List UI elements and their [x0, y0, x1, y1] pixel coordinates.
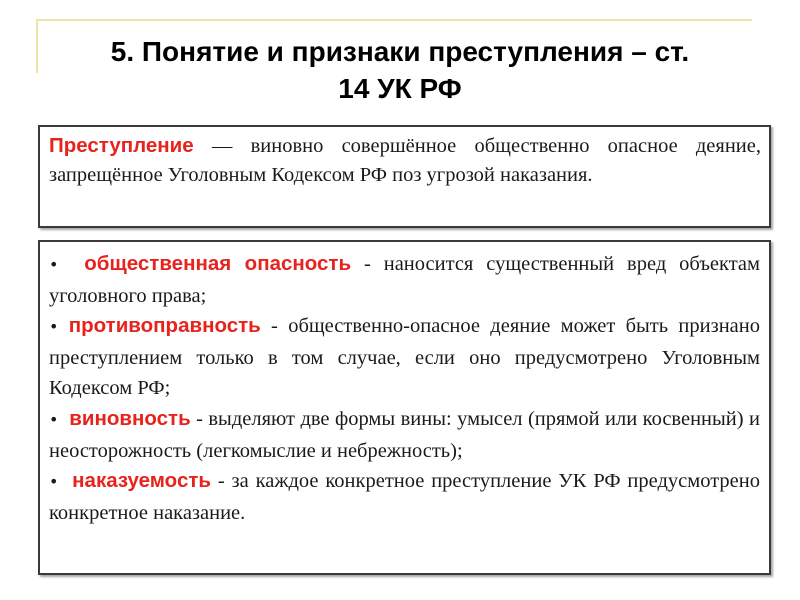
features-box — [38, 240, 771, 575]
slide-title-line1: 5. Понятие и признаки преступления – ст. — [110, 36, 690, 67]
feature-text: - общественно-опасное деяние может быть признано преступлением только в том случае, если оно предусмотрено Уголовным Кодексом РФ; — [49, 315, 760, 400]
bullet-icon: • — [49, 409, 59, 429]
feature-term: противоправность — [68, 314, 261, 338]
slide-title-line2: 14 УК РФ — [338, 73, 462, 104]
feature-item-guilt — [49, 404, 760, 466]
feature-term: общественная опасность — [84, 252, 352, 275]
feature-item-unlawfulness — [49, 311, 760, 404]
definition-term: Преступление — [49, 134, 194, 157]
feature-term: виновность — [69, 406, 191, 430]
bullet-icon: • — [49, 255, 59, 274]
feature-text: - за каждое конкретное преступление УК РФ предусмотрено конкретное наказание. — [49, 470, 760, 524]
bullet-icon: • — [49, 472, 59, 492]
bullet-icon: • — [49, 317, 59, 337]
feature-term: наказуемость — [72, 469, 211, 493]
accent-line-top — [36, 19, 752, 21]
definition-box — [38, 125, 771, 228]
accent-line-left — [36, 19, 38, 73]
definition-text: — виновно совершённое общественно опасное деяние, запрещённое Уголовным Кодексом РФ поз угрозой наказания. — [49, 135, 761, 186]
feature-text: - наносится существенный вред объектам уголовного права; — [49, 253, 761, 307]
feature-item-public-danger — [49, 249, 760, 311]
feature-item-punishability — [49, 466, 760, 528]
feature-text: - выделяют две формы вины: умысел (прямой или косвенный) и неосторожность (легкомыслие и небрежность); — [49, 407, 760, 462]
slide-title — [40, 33, 760, 107]
